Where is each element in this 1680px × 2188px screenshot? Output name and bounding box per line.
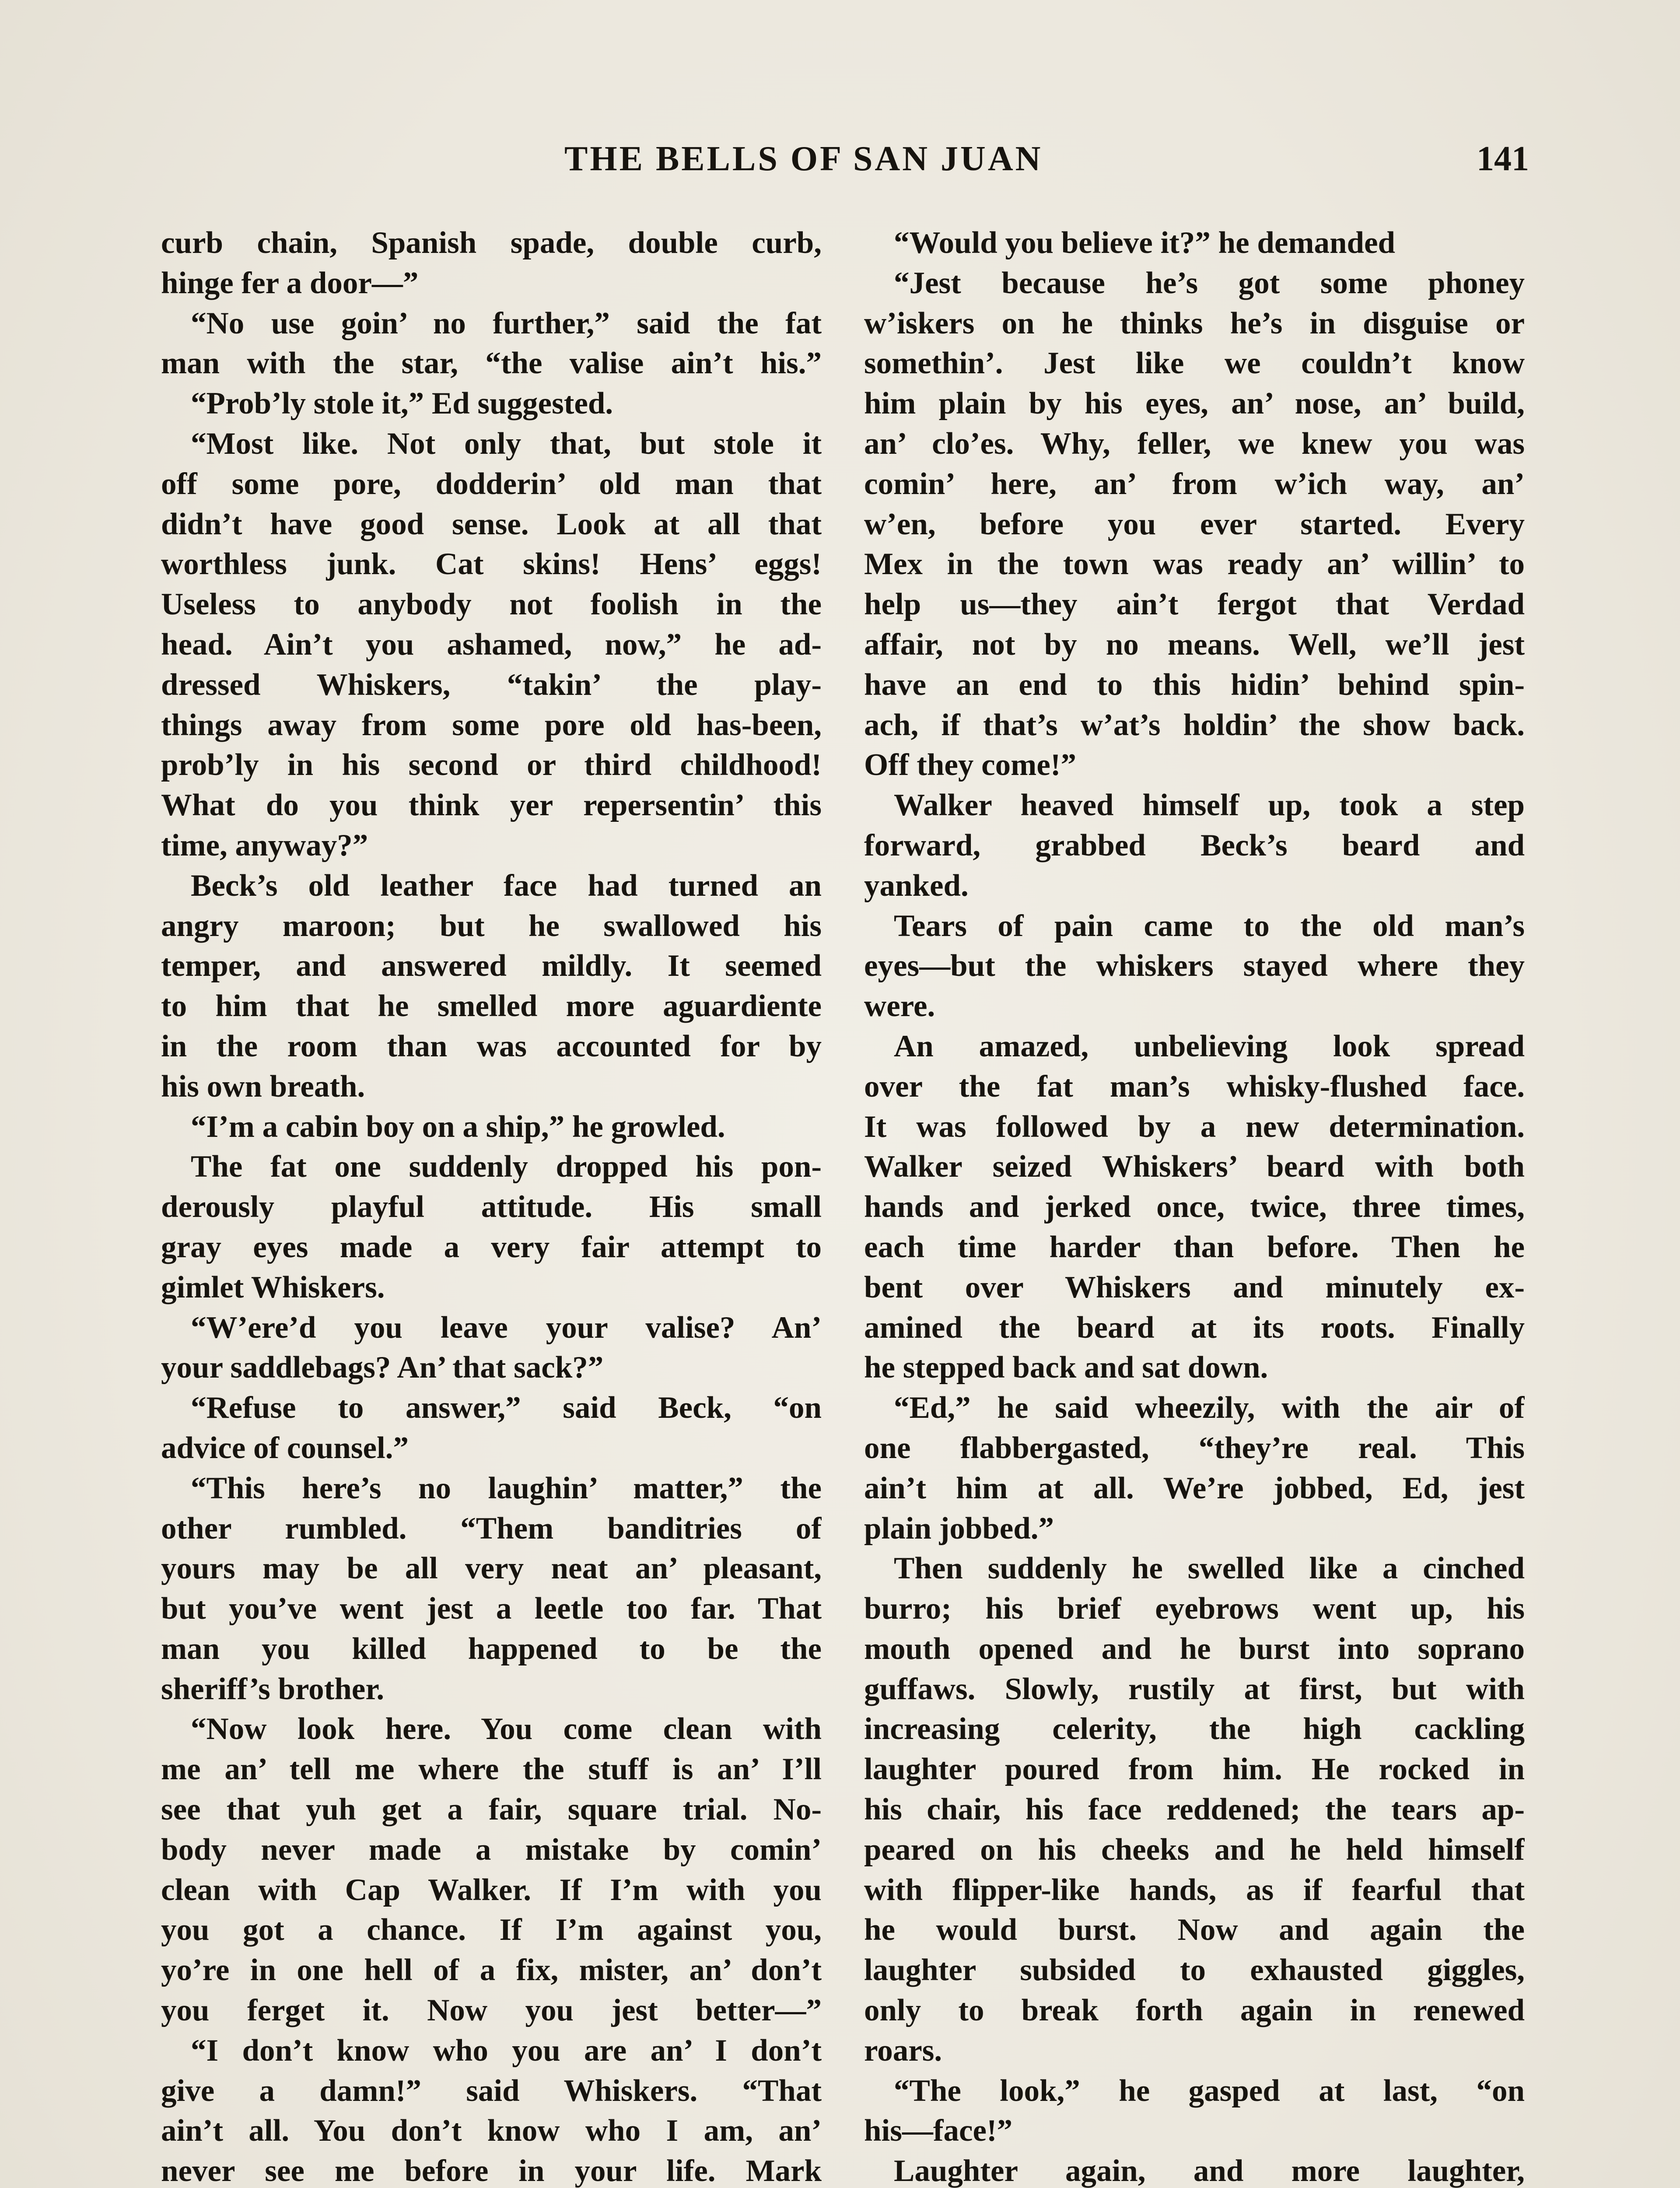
text-line: you ferget it. Now you jest better—” [161, 1993, 822, 2028]
text-line: dressed Whiskers, “takin’ the play- [161, 667, 822, 702]
text-line: Off they come!” [864, 748, 1076, 782]
text-line: yanked. [864, 868, 969, 903]
text-column-left [161, 223, 822, 2188]
text-line: The fat one suddenly dropped his pon- [191, 1150, 822, 1184]
text-line: each time harder than before. Then he [864, 1230, 1525, 1264]
text-line: gray eyes made a very fair attempt to [161, 1230, 822, 1264]
text-line: yours may be all very neat an’ pleasant, [161, 1551, 822, 1586]
page-number: 141 [1477, 140, 1529, 178]
text-line: “Prob’ly stole it,” Ed suggested. [191, 386, 613, 421]
text-line: over the fat man’s whisky-flushed face. [864, 1069, 1525, 1104]
text-line: laughter subsided to exhausted giggles, [864, 1953, 1525, 1988]
text-line: burro; his brief eyebrows went up, his [864, 1592, 1525, 1626]
text-line: “The look,” he gasped at last, “on [894, 2073, 1525, 2108]
text-line: “I don’t know who you are an’ I don’t [191, 2033, 822, 2068]
text-column-right [864, 223, 1525, 2188]
text-line: hands and jerked once, twice, three times, [864, 1190, 1525, 1224]
text-line: Beck’s old leather face had turned an [191, 868, 822, 903]
running-head-title: THE BELLS OF SAN JUAN [564, 140, 1043, 178]
text-line: he stepped back and sat down. [864, 1350, 1268, 1385]
text-line: but you’ve went jest a leetle too far. That [161, 1592, 822, 1626]
text-line: roars. [864, 2033, 942, 2068]
text-line: peared on his cheeks and he held himself [864, 1832, 1525, 1867]
text-line: temper, and answered mildly. It seemed [161, 949, 822, 983]
text-line: have an end to this hidin’ behind spin- [864, 667, 1525, 702]
text-line: worthless junk. Cat skins! Hens’ eggs! [161, 547, 822, 582]
text-line: What do you think yer repersentin’ this [161, 788, 822, 823]
text-line: him plain by his eyes, an’ nose, an’ build, [864, 386, 1525, 421]
text-line: Tears of pain came to the old man’s [894, 908, 1525, 943]
text-line: Mex in the town was ready an’ willin’ to [864, 547, 1525, 582]
text-line: never see me before in your life. Mark [161, 2154, 822, 2188]
text-line: your saddlebags? An’ that sack?” [161, 1350, 604, 1385]
text-line: increasing celerity, the high cackling [864, 1712, 1525, 1746]
text-line: “Ed,” he said wheezily, with the air of [894, 1391, 1525, 1425]
text-line: ach, if that’s w’at’s holdin’ the show back. [864, 708, 1525, 742]
text-line: “Most like. Not only that, but stole it [191, 426, 822, 461]
text-line: Then suddenly he swelled like a cinched [894, 1551, 1525, 1586]
text-line: body never made a mistake by comin’ [161, 1832, 822, 1867]
text-line: “W’ere’d you leave your valise? An’ [191, 1310, 822, 1345]
text-line: prob’ly in his second or third childhood! [161, 748, 822, 782]
text-line: derously playful attitude. His small [161, 1190, 822, 1224]
text-line: hinge fer a door—” [161, 266, 419, 300]
text-line: Laughter again, and more laughter, [894, 2154, 1525, 2188]
text-line: Walker heaved himself up, took a step [894, 788, 1525, 823]
text-line: “Now look here. You come clean with [191, 1712, 822, 1746]
text-line: gimlet Whiskers. [161, 1270, 385, 1304]
text-line: w’iskers on he thinks he’s in disguise or [864, 306, 1525, 340]
text-line: yo’re in one hell of a fix, mister, an’ don’t [161, 1953, 822, 1988]
text-line: off some pore, dodderin’ old man that [161, 466, 822, 501]
text-line: comin’ here, an’ from w’ich way, an’ [864, 466, 1525, 501]
text-line: time, anyway?” [161, 828, 368, 863]
text-line: Walker seized Whiskers’ beard with both [864, 1150, 1525, 1184]
text-line: in the room than was accounted for by [161, 1029, 822, 1063]
text-line: An amazed, unbelieving look spread [894, 1029, 1525, 1063]
text-line: man with the star, “the valise ain’t his.” [161, 346, 822, 381]
text-line: ain’t him at all. We’re jobbed, Ed, jest [864, 1471, 1525, 1505]
text-line: clean with Cap Walker. If I’m with you [161, 1872, 822, 1907]
text-line: me an’ tell me where the stuff is an’ I’ll [161, 1752, 822, 1787]
text-line: were. [864, 989, 935, 1024]
text-line: affair, not by no means. Well, we’ll jest [864, 627, 1525, 662]
text-line: ain’t all. You don’t know who I am, an’ [161, 2114, 822, 2148]
text-line: advice of counsel.” [161, 1431, 409, 1465]
text-line: w’en, before you ever started. Every [864, 507, 1525, 541]
text-line: one flabbergasted, “they’re real. This [864, 1431, 1525, 1465]
text-line: “No use goin’ no further,” said the fat [191, 306, 822, 340]
text-line: give a damn!” said Whiskers. “That [161, 2073, 822, 2108]
text-line: didn’t have good sense. Look at all that [161, 507, 822, 541]
text-line: mouth opened and he burst into soprano [864, 1631, 1525, 1666]
text-line: It was followed by a new determination. [864, 1109, 1525, 1144]
text-line: only to break forth again in renewed [864, 1993, 1525, 2028]
text-line: to him that he smelled more aguardiente [161, 989, 822, 1024]
text-line: guffaws. Slowly, rustily at first, but with [864, 1672, 1525, 1706]
text-line: somethin’. Jest like we couldn’t know [864, 346, 1525, 381]
text-line: you got a chance. If I’m against you, [161, 1913, 822, 1947]
text-line: his chair, his face reddened; the tears ap- [864, 1792, 1525, 1827]
text-line: with flipper-like hands, as if fearful that [864, 1872, 1525, 1907]
text-line: “Refuse to answer,” said Beck, “on [191, 1391, 822, 1425]
text-line: his own breath. [161, 1069, 365, 1104]
text-line: eyes—but the whiskers stayed where they [864, 949, 1525, 983]
text-line: sheriff’s brother. [161, 1672, 385, 1706]
text-line: amined the beard at its roots. Finally [864, 1310, 1525, 1345]
text-line: plain jobbed.” [864, 1511, 1054, 1546]
text-line: “Jest because he’s got some phoney [894, 266, 1525, 300]
text-line: “Would you believe it?” he demanded [894, 226, 1395, 260]
text-line: man you killed happened to be the [161, 1631, 822, 1666]
text-line: forward, grabbed Beck’s beard and [864, 828, 1525, 863]
text-line: curb chain, Spanish spade, double curb, [161, 226, 822, 260]
text-line: laughter poured from him. He rocked in [864, 1752, 1525, 1787]
text-line: head. Ain’t you ashamed, now,” he ad- [161, 627, 822, 662]
text-line: help us—they ain’t fergot that Verdad [864, 587, 1525, 622]
text-line: he would burst. Now and again the [864, 1913, 1525, 1947]
text-line: his—face!” [864, 2114, 1013, 2148]
text-line: bent over Whiskers and minutely ex- [864, 1270, 1525, 1304]
text-line: other rumbled. “Them banditries of [161, 1511, 822, 1546]
text-line: things away from some pore old has-been, [161, 708, 822, 742]
text-line: Useless to anybody not foolish in the [161, 587, 822, 622]
text-line: an’ clo’es. Why, feller, we knew you was [864, 426, 1525, 461]
text-line: see that yuh get a fair, square trial. No- [161, 1792, 822, 1827]
text-line: angry maroon; but he swallowed his [161, 908, 822, 943]
text-line: “This here’s no laughin’ matter,” the [191, 1471, 822, 1505]
text-line: “I’m a cabin boy on a ship,” he growled. [191, 1109, 725, 1144]
